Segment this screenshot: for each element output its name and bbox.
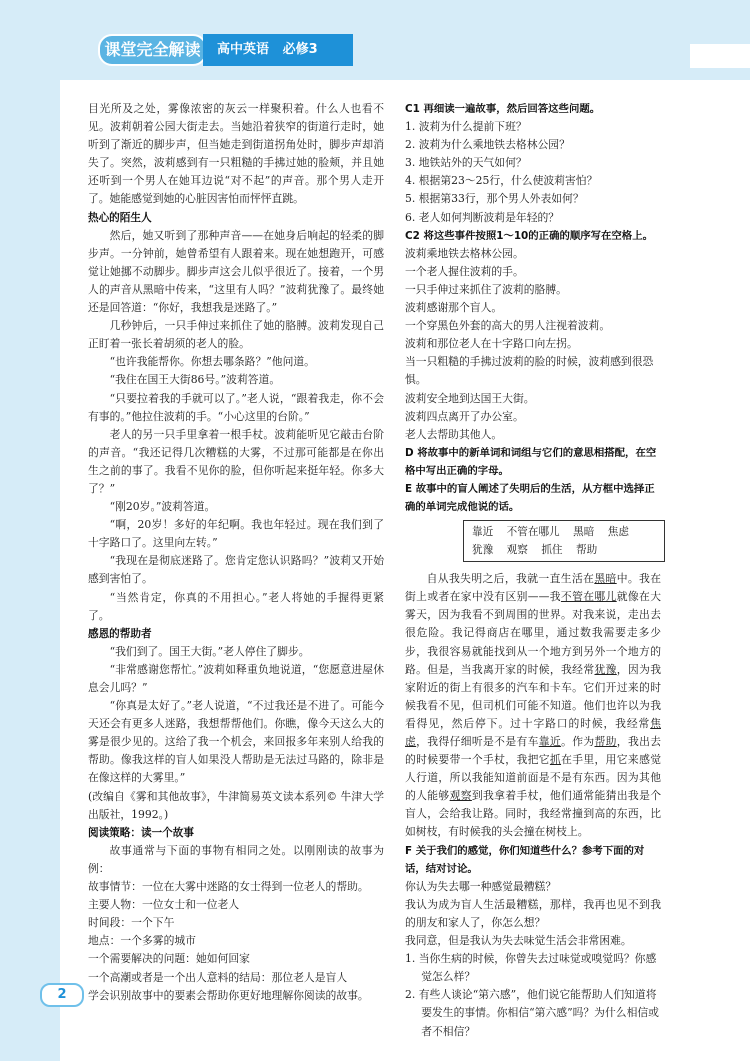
- c1-question: 1. 波莉为什么提前下班？: [405, 120, 527, 134]
- c2-event: 老人去帮助其他人。: [405, 427, 503, 441]
- e-text: ，因为我家附近的街上有很多的汽车和卡车。它们开过来的时候我看不见，但司机们可能不知道。他们也许以为我看得见，然后停下。过十字路口的时候，我经常: [405, 662, 662, 730]
- c2-event: 波莉和那位老人在十字路口向左拐。: [405, 337, 578, 351]
- f-question: 1. 当你生病的时候，你曾失去过味觉或嗅觉吗？你感觉怎么样？: [405, 952, 657, 984]
- c2-event: 当一只粗糙的手拂过波莉的脸的时候，波莉感到很恐惧。: [405, 355, 654, 387]
- word-box-row: 犹豫 观察 抓住 帮助: [472, 544, 598, 557]
- c2-event: 波莉安全地到达国王大街。: [405, 391, 535, 405]
- story-paragraph: “也许我能帮你。你想去哪条路？”他问道。: [109, 355, 315, 369]
- volume-name: 必修3: [282, 42, 318, 57]
- strategy-closing: 学会识别故事中的要素会帮助你更好地理解你阅读的故事。: [88, 988, 369, 1002]
- strategy-item: 一个高潮或者是一个出人意料的结局：那位老人是盲人: [88, 970, 348, 984]
- c2-event: 一个穿黑色外套的高大的男人注视着波莉。: [405, 319, 611, 333]
- word-box-row: 靠近 不管在哪儿 黑暗 焦虑: [472, 526, 629, 539]
- e-text: ，我出去的时候要带一个手杖，我把它: [405, 735, 662, 767]
- e-answer: 不管在哪儿: [560, 590, 617, 604]
- e-answer: 观察: [449, 789, 472, 803]
- story-paragraph: “刚20岁。”波莉答道。: [109, 500, 216, 514]
- section1-title: 热心的陌生人: [88, 211, 152, 224]
- c2-event: 一个老人握住波莉的手。: [405, 264, 524, 278]
- strategy-item: 时间段：一个下午: [88, 916, 175, 930]
- c2-event: 波莉乘地铁去格林公园。: [405, 246, 524, 260]
- e-text: 就像在大雾天，因为我看不到周围的世界。对我来说，走出去很危险。我记得商店在哪里，通过数我需要走多少步，我很容易就能找到从一个地方到另外一个地方的路。但是，当我离开家的时候，我经常: [405, 590, 662, 676]
- left-sidebar: [0, 80, 60, 1061]
- c2-event: 波莉四点离开了办公室。: [405, 409, 524, 423]
- page-header: [0, 0, 750, 80]
- c1-question: 6. 老人如何判断波莉是年轻的？: [405, 210, 560, 224]
- f-dialogue-line: 我同意，但是我认为失去味觉生活会非常困难。: [405, 934, 632, 948]
- story-paragraph: 然后，她又听到了那种声音——在她身后响起的轻柔的脚步声。一分钟前，她曾希望有人跟着来。现在她想跑开，可感觉让她挪不动脚步。脚步声这会儿似乎很近了。接着，一个男人的声音从黑暗中传来，“这里有人吗？”波莉犹豫了。最终她还是回答道：“你好，我想我是迷路了。”: [88, 228, 384, 315]
- story-paragraph: 几秒钟后，一只手伸过来抓住了她的胳膊。波莉发现自己正盯着一张长着胡须的老人的脸。: [88, 319, 384, 351]
- strategy-item: 一个需要解决的问题：她如何回家: [88, 952, 250, 966]
- e-text: 中。我在街上或者在家中没有区别——我: [405, 572, 662, 604]
- strategy-item: 主要人物：一位女士和一位老人: [88, 898, 240, 912]
- e-text: 。作为: [561, 735, 595, 748]
- series-title: 课堂完全解读: [98, 34, 207, 66]
- c2-event: 波莉感谢那个盲人。: [405, 301, 503, 315]
- strategy-title: 阅读策略：读一个故事: [88, 826, 194, 839]
- subject-label: [203, 34, 353, 66]
- strategy-intro: 故事通常与下面的事物有相同之处。以刚刚读的故事为例：: [88, 843, 384, 875]
- e-answer: 犹豫: [594, 662, 617, 676]
- c2-title: C2 将这些事件按照1～10的正确的顺序写在空格上。: [405, 229, 653, 242]
- story-paragraph: “只要拉着我的手就可以了。”老人说，“跟着我走，你不会有事的。”他拉住波莉的手。“小心这里的台阶。”: [88, 391, 384, 423]
- story-paragraph: “非常感谢您帮忙。”波莉如释重负地说道，“您愿意进屋休息会儿吗？”: [88, 662, 384, 694]
- c1-title: C1 再细读一遍故事，然后回答这些问题。: [405, 103, 601, 115]
- story-paragraph: “我住在国王大街86号。”波莉答道。: [109, 373, 281, 387]
- section2-title: 感恩的帮助者: [88, 627, 152, 640]
- story-paragraph: “啊，20岁！多好的年纪啊。我也年轻过。现在我们到了十字路口了。这里向左转。”: [88, 518, 384, 550]
- c1-question: 3. 地铁站外的天气如何？: [405, 156, 527, 170]
- intro-paragraph: 目光所及之处，雾像浓密的灰云一样聚积着。什么人也看不见。波莉朝着公园大街走去。当她沿着狭窄的街道行走时，她听到了渐近的脚步声，但当她走到街道拐角处时，脚步声却消失了。突然，波莉感到有一只粗糙的手拂过她的脸颊，并且她还听到一个男人在她耳边说“对不起”的声音。那个男人走开了。她能感觉到她的心脏因害怕而怦怦直跳。: [88, 102, 384, 206]
- subject-name: 高中英语: [217, 42, 270, 57]
- source-note: (改编自《雾和其他故事》，牛津简易英文读本系列© 牛津大学出版社，1992。): [88, 789, 384, 821]
- c1-question: 5. 根据第33行，那个男人外表如何？: [405, 192, 584, 206]
- strategy-item: 故事情节：一位在大雾中迷路的女士得到一位老人的帮助。: [88, 880, 369, 894]
- left-column: [88, 100, 384, 1005]
- c1-question: 4. 根据第23～25行，什么使波莉害怕？: [405, 174, 598, 188]
- f-question: 2. 有些人谈论“第六感”，他们说它能帮助人们知道将要发生的事情。你相信“第六感”吗？为什么相信或者不相信？: [405, 988, 659, 1038]
- story-paragraph: 老人的另一只手里拿着一根手杖。波莉能听见它敲击台阶的声音。“我还记得几次糟糕的大雾，不过那可能都是在你出生之前的事了。我看不见你的脸，但你听起来挺年轻。你多大了？”: [88, 427, 384, 495]
- story-paragraph: “你真是太好了。”老人说道，“不过我还是不进了。可能今天还会有更多人迷路，我想帮帮他们。你瞧，像今天这么大的雾是很少见的。这给了我一个机会，来回报多年来别人给我的帮助。像我这样的盲人如果没人帮助是无法过马路的，除非是在像这样的大雾里。”: [88, 699, 384, 785]
- e-paragraph: [405, 570, 661, 841]
- story-paragraph: “我们到了。国王大街。”老人停住了脚步。: [109, 644, 310, 658]
- e-text: 到我拿着手杖，他们通常能猜出我是个盲人，会给我让路。同时，我经常撞到高的东西，比如树枝，有时候我的头会撞在树枝上。: [405, 789, 662, 839]
- right-column: [405, 100, 661, 1041]
- story-paragraph: “当然肯定，你真的不用担心。”老人将她的手握得更紧了。: [88, 590, 384, 622]
- f-dialogue-line: 我认为成为盲人生活最糟糕，那样，我再也见不到我的朋友和家人了，你怎么想？: [405, 897, 661, 929]
- e-text: ，我得仔细听是不是有车: [416, 735, 539, 748]
- e-text: 在手里，用它来感觉人行道，所以我能知道前面是不是有东西。因为其他的人能够: [405, 753, 662, 803]
- e-answer: 抓: [549, 753, 562, 767]
- word-box: [463, 520, 665, 562]
- f-dialogue-line: 你认为失去哪一种感觉最糟糕？: [405, 879, 557, 893]
- e-text: 自从我失明之后，我就一直生活在: [426, 572, 595, 586]
- strategy-item: 地点：一个多雾的城市: [88, 934, 196, 948]
- header-tab: [690, 44, 750, 68]
- e-answer: 帮助: [594, 735, 617, 748]
- c1-question: 2. 波莉为什么乘地铁去格林公园？: [405, 138, 570, 152]
- e-answer: 黑暗: [594, 572, 617, 586]
- e-title: E 故事中的盲人阐述了失明后的生活，从方框中选择正确的单词完成他说的话。: [405, 482, 655, 514]
- e-answer: 焦虑: [405, 716, 661, 748]
- page-number: 2: [40, 983, 84, 1007]
- d-title: D 将故事中的新单词和词组与它们的意思相搭配，在空格中写出正确的字母。: [405, 446, 657, 477]
- story-paragraph: “我现在是彻底迷路了。您肯定您认识路吗？”波莉又开始感到害怕了。: [88, 554, 384, 586]
- e-answer: 靠近: [538, 735, 562, 748]
- f-title: F 关于我们的感觉，你们知道些什么？参考下面的对话，结对讨论。: [405, 844, 645, 875]
- c2-event: 一只手伸过来抓住了波莉的胳膊。: [405, 282, 567, 296]
